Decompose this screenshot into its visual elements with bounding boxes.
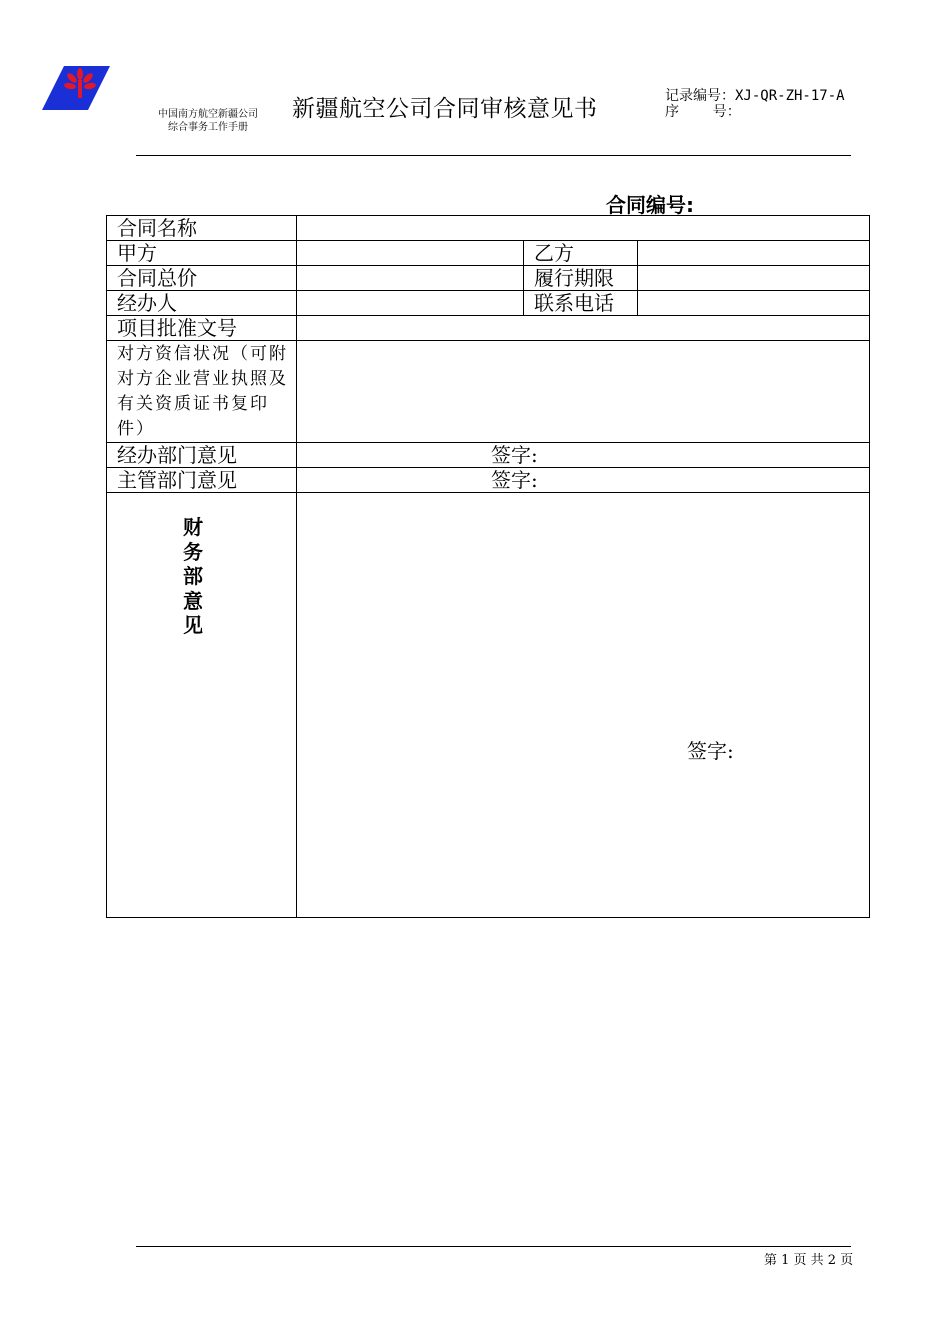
supervising-dept-sign-field[interactable]: 签字: (297, 468, 870, 493)
handling-dept-sign-field[interactable]: 签字: (297, 443, 870, 468)
finance-sign-label: 签字: (687, 739, 734, 763)
finance-opinion-label: 财务部意见 (183, 515, 203, 637)
counterparty-credit-field[interactable] (297, 341, 870, 443)
total-price-label: 合同总价 (107, 266, 297, 291)
handling-dept-opinion-label: 经办部门意见 (107, 443, 297, 468)
party-b-label: 乙方 (524, 241, 638, 266)
party-a-field[interactable] (297, 241, 524, 266)
record-number: 记录编号：XJ-QR-ZH-17-A (665, 88, 845, 104)
document-title: 新疆航空公司合同审核意见书 (292, 96, 598, 122)
handler-field[interactable] (297, 291, 524, 316)
counterparty-credit-label: 对方资信状况（可附对方企业营业执照及有关资质证书复印件） (107, 341, 297, 443)
contract-name-field[interactable] (297, 216, 870, 241)
contract-review-form (106, 215, 870, 918)
company-line-2: 综合事务工作手册 (168, 122, 248, 133)
party-b-field[interactable] (638, 241, 870, 266)
handler-label: 经办人 (107, 291, 297, 316)
record-info (665, 88, 865, 120)
contact-phone-label: 联系电话 (524, 291, 638, 316)
page-number: 第 1 页 共 2 页 (764, 1253, 854, 1268)
contract-number-label: 合同编号: (606, 193, 694, 217)
finance-opinion-label-cell (107, 493, 297, 918)
approval-doc-field[interactable] (297, 316, 870, 341)
company-name (140, 108, 276, 134)
footer-divider (136, 1246, 851, 1247)
sequence-number: 序 号： (665, 104, 741, 120)
supervising-dept-opinion-label: 主管部门意见 (107, 468, 297, 493)
performance-period-field[interactable] (638, 266, 870, 291)
finance-opinion-field[interactable] (297, 493, 870, 918)
approval-doc-label: 项目批准文号 (107, 316, 297, 341)
contact-phone-field[interactable] (638, 291, 870, 316)
party-a-label: 甲方 (107, 241, 297, 266)
airline-logo-icon (42, 64, 112, 114)
total-price-field[interactable] (297, 266, 524, 291)
contract-name-label: 合同名称 (107, 216, 297, 241)
header-divider (136, 155, 851, 156)
company-line-1: 中国南方航空新疆公司 (158, 109, 258, 120)
performance-period-label: 履行期限 (524, 266, 638, 291)
